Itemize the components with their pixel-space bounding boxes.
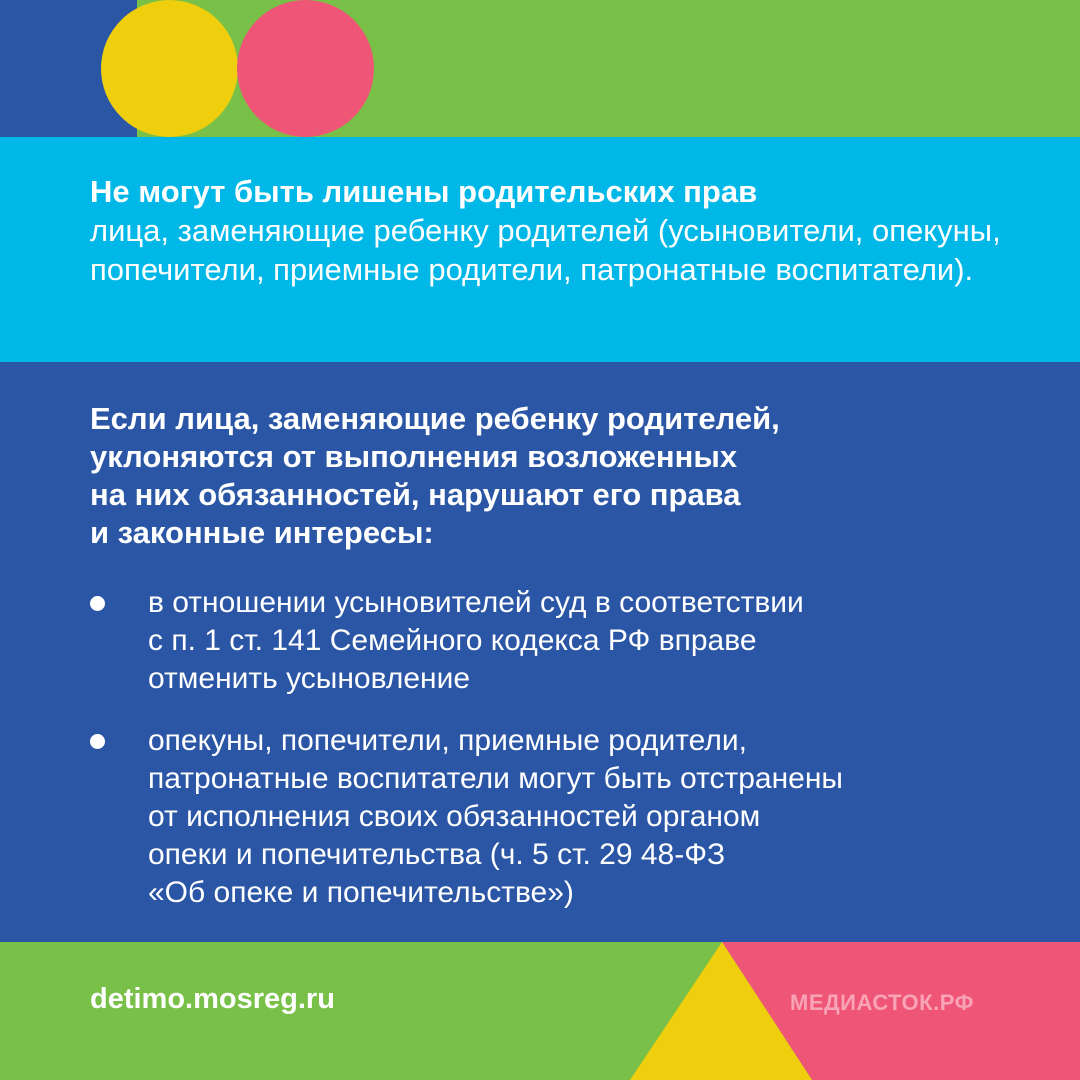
pink-circle-decor	[237, 0, 374, 137]
main-heading-line: на них обязанностей, нарушают его права	[90, 477, 741, 512]
bullet-text: в отношении усыновителей суд в соответствии с п. 1 ст. 141 Семейного кодекса РФ вправе отменить усыновление	[148, 586, 804, 695]
footer-brand-logo: МЕДИАСТОК.РФ	[790, 990, 974, 1015]
intro-heading: Не могут быть лишены родительских прав	[90, 174, 758, 209]
intro-body: лица, заменяющие ребенку родителей (усыновители, опекуны, попечители, приемные родители, патронатные воспитатели).	[90, 213, 1001, 287]
yellow-circle-decor	[101, 0, 238, 137]
main-heading	[90, 400, 990, 552]
main-heading-line: Если лица, заменяющие ребенку родителей,	[90, 401, 780, 436]
bullet-dot-icon	[90, 596, 105, 611]
intro-text	[90, 172, 1020, 289]
footer-url-link[interactable]: detimo.mosreg.ru	[90, 983, 335, 1015]
top-decor-band	[0, 0, 1080, 137]
main-heading-line: и законные интересы:	[90, 515, 434, 550]
bullet-text: опекуны, попечители, приемные родители, патронатные воспитатели могут быть отстранены от исполнения своих обязанностей органом опеки и попечительства (ч. 5 ст. 29 48-ФЗ «Об опеке и попечительстве»)	[148, 724, 843, 909]
bullet-dot-icon	[90, 734, 105, 749]
main-heading-line: уклоняются от выполнения возложенных	[90, 439, 738, 474]
